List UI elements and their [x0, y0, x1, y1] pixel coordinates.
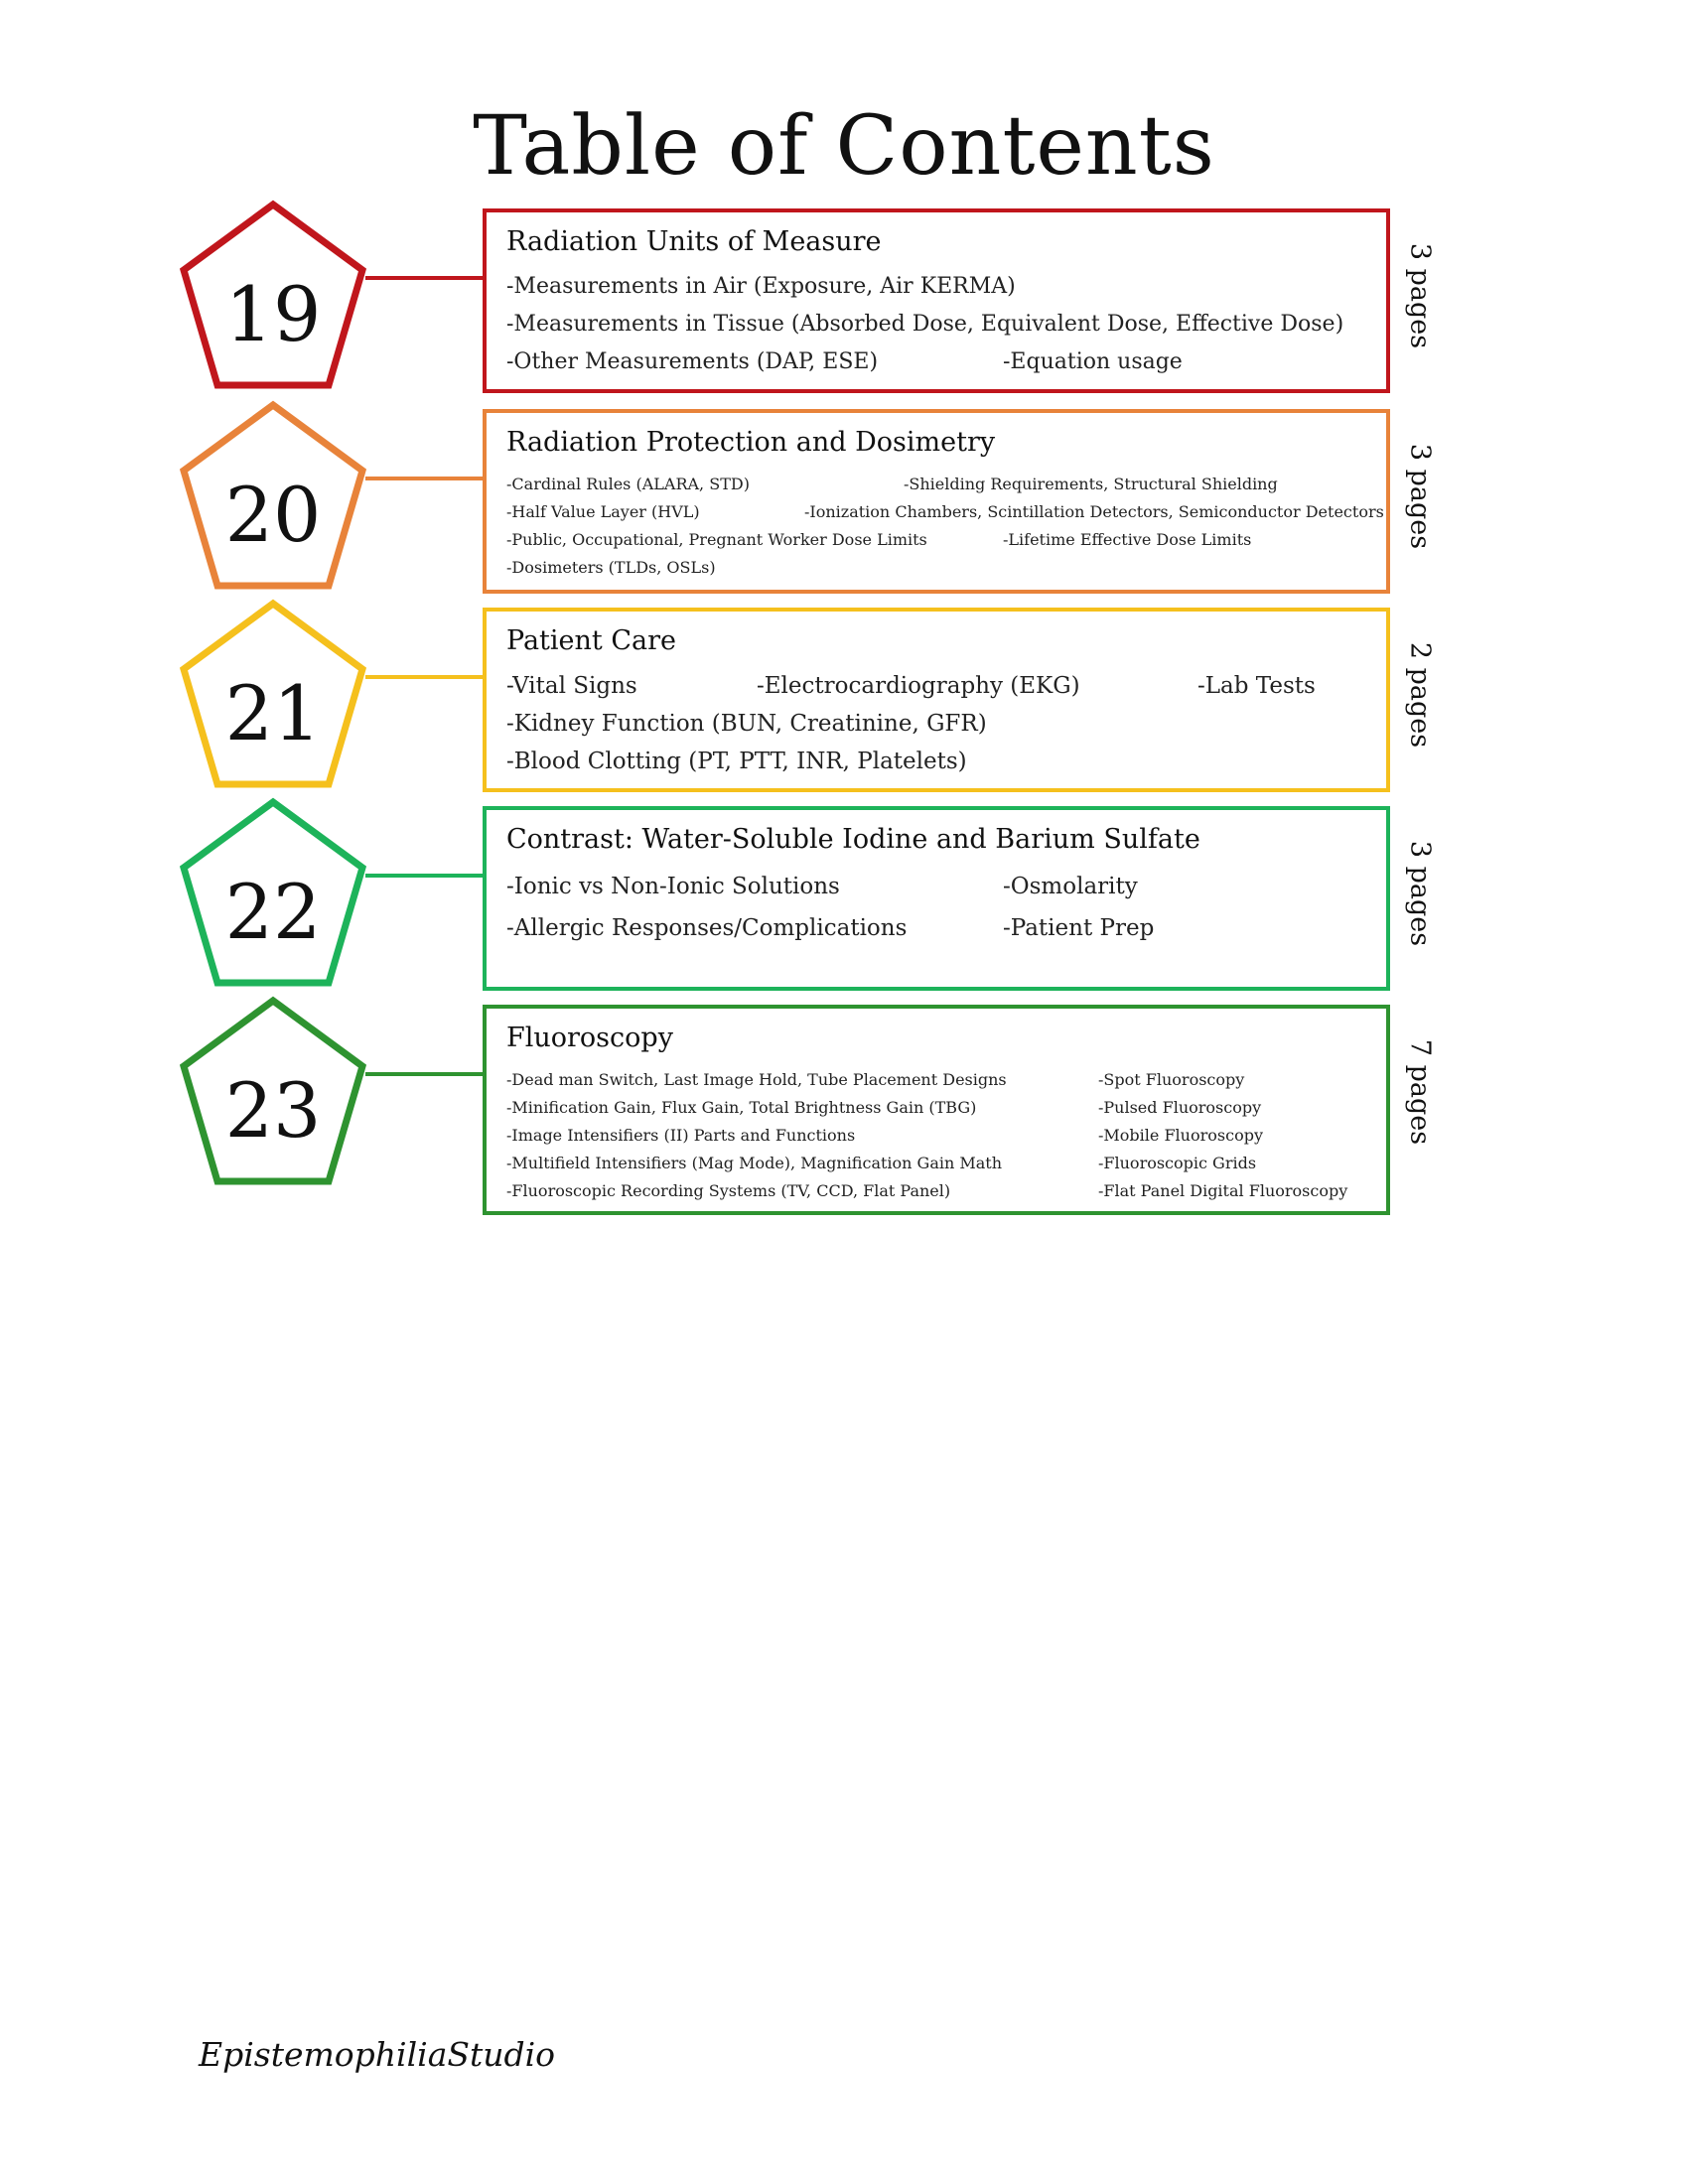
topic-item: -Osmolarity — [1003, 874, 1138, 899]
page-count — [1390, 608, 1450, 792]
topic-item: -Vital Signs — [506, 673, 637, 699]
topic-item: -Dead man Switch, Last Image Hold, Tube Placement Designs — [506, 1070, 1007, 1089]
page-count-label: 3 pages — [1404, 840, 1436, 947]
topic-item: -Measurements in Tissue (Absorbed Dose, Equivalent Dose, Effective Dose) — [506, 312, 1344, 337]
chapter-21 — [0, 608, 1688, 806]
topic-item: -Public, Occupational, Pregnant Worker Dose Limits — [506, 530, 927, 549]
page-count — [1390, 806, 1450, 991]
chapter-22 — [0, 806, 1688, 1005]
topic-item: -Multifield Intensifiers (Mag Mode), Magnification Gain Math — [506, 1154, 1003, 1172]
connector-line — [365, 477, 483, 480]
topic-item: -Image Intensifiers (II) Parts and Functions — [506, 1126, 856, 1145]
connector-line — [365, 1072, 483, 1076]
topic-item: -Equation usage — [1003, 349, 1183, 374]
topic-item: -Kidney Function (BUN, Creatinine, GFR) — [506, 711, 987, 737]
topic-item: -Electrocardiography (EKG) — [757, 673, 1080, 699]
topic-item: -Ionic vs Non-Ionic Solutions — [506, 874, 840, 899]
topic-item: -Fluoroscopic Grids — [1098, 1154, 1257, 1172]
page-count — [1390, 1005, 1450, 1189]
topic-item: -Fluoroscopic Recording Systems (TV, CCD, Flat Panel) — [506, 1181, 951, 1200]
topic-item: -Patient Prep — [1003, 915, 1155, 941]
page-count — [1390, 409, 1450, 594]
topic-item: -Cardinal Rules (ALARA, STD) — [506, 475, 750, 493]
chapter-number: 19 — [224, 270, 322, 358]
page-title: Table of Contents — [473, 99, 1215, 194]
chapter-box — [483, 1005, 1390, 1215]
topic-item: -Blood Clotting (PT, PTT, INR, Platelets) — [506, 749, 967, 774]
chapter-box — [483, 608, 1390, 792]
topic-item: -Lifetime Effective Dose Limits — [1003, 530, 1252, 549]
chapter-title: Radiation Protection and Dosimetry — [506, 427, 996, 458]
topic-item: -Spot Fluoroscopy — [1098, 1070, 1245, 1089]
topic-item: -Shielding Requirements, Structural Shielding — [904, 475, 1278, 493]
page-count-label: 7 pages — [1404, 1038, 1436, 1146]
connector-line — [365, 874, 483, 878]
topic-item: -Measurements in Air (Exposure, Air KERMA) — [506, 274, 1016, 299]
chapter-box — [483, 208, 1390, 393]
studio-signature: EpistemophiliaStudio — [199, 2035, 556, 2074]
chapter-title: Fluoroscopy — [506, 1023, 673, 1053]
topic-item: -Half Value Layer (HVL) — [506, 502, 700, 521]
page-count-label: 2 pages — [1404, 641, 1436, 749]
chapter-number: 23 — [224, 1066, 322, 1155]
topic-item: -Flat Panel Digital Fluoroscopy — [1098, 1181, 1348, 1200]
topic-item: -Mobile Fluoroscopy — [1098, 1126, 1263, 1145]
chapter-title: Patient Care — [506, 625, 676, 656]
topic-item: -Lab Tests — [1197, 673, 1316, 699]
chapter-20 — [0, 409, 1688, 608]
chapter-title: Radiation Units of Measure — [506, 226, 882, 257]
chapter-number: 21 — [224, 669, 322, 757]
chapter-title: Contrast: Water-Soluble Iodine and Barium Sulfate — [506, 824, 1200, 855]
topic-item: -Other Measurements (DAP, ESE) — [506, 349, 879, 374]
chapter-number: 20 — [224, 471, 322, 559]
chapter-23 — [0, 1005, 1688, 1203]
page-count-label: 3 pages — [1404, 443, 1436, 550]
connector-line — [365, 675, 483, 679]
chapter-number: 22 — [224, 868, 322, 956]
page-count — [1390, 208, 1450, 393]
page-count-label: 3 pages — [1404, 242, 1436, 349]
chapter-box — [483, 806, 1390, 991]
connector-line — [365, 276, 483, 280]
topic-item: -Ionization Chambers, Scintillation Detectors, Semiconductor Detectors — [804, 502, 1384, 521]
chapter-box — [483, 409, 1390, 594]
topic-item: -Pulsed Fluoroscopy — [1098, 1098, 1262, 1117]
topic-item: -Allergic Responses/Complications — [506, 915, 908, 941]
topic-item: -Dosimeters (TLDs, OSLs) — [506, 558, 716, 577]
chapter-19 — [0, 208, 1688, 407]
topic-item: -Minification Gain, Flux Gain, Total Brightness Gain (TBG) — [506, 1098, 977, 1117]
